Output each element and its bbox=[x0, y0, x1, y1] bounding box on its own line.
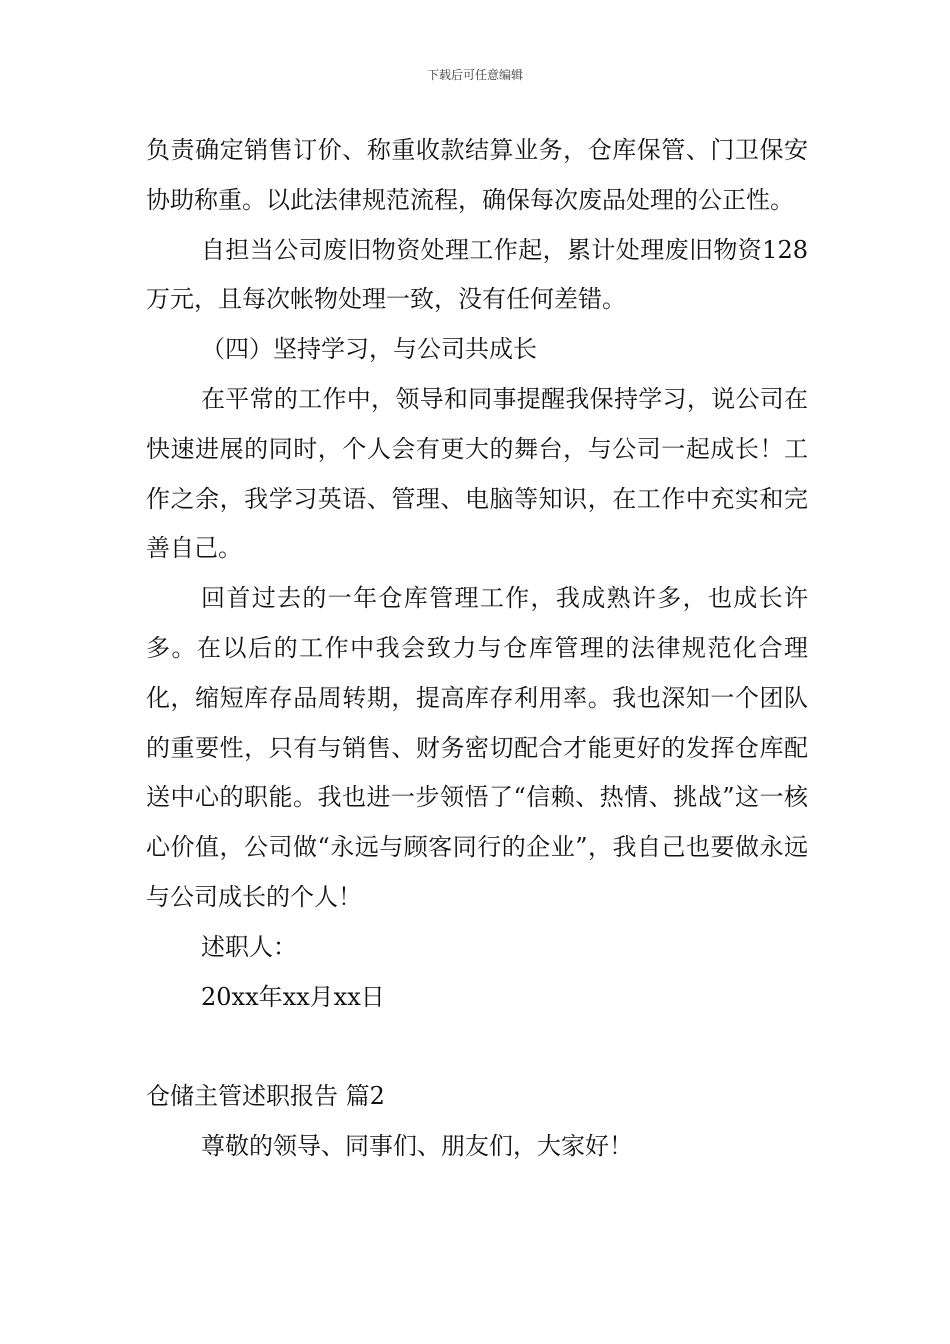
subheading-keep-learning: （四）坚持学习，与公司共成长 bbox=[201, 335, 537, 364]
paragraph-disposal-total: 自担当公司废旧物资处理工作起，累计处理废旧物资128万元，且每次帐物处理一致，没有任何差错。 bbox=[146, 235, 808, 314]
paragraph-weighing-process: 负责确定销售订价、称重收款结算业务，仓库保管、门卫保安协助称重。以此法律规范流程，确保每次废品处理的公正性。 bbox=[146, 136, 808, 214]
section-heading: 仓储主管述职报告 篇2 bbox=[146, 1082, 385, 1111]
paragraph-learning: 在平常的工作中，领导和同事提醒我保持学习，说公司在快速进展的同时，个人会有更大的舞台，与公司一起成长！工作之余，我学习英语、管理、电脑等知识，在工作中充实和完善自己。 bbox=[146, 384, 808, 563]
greeting-line: 尊敬的领导、同事们、朋友们，大家好！ bbox=[201, 1131, 633, 1160]
signature-date: 20xx年xx月xx日 bbox=[201, 982, 385, 1011]
page-header-note: 下载后可任意编辑 bbox=[426, 68, 523, 82]
signature-label: 述职人： bbox=[201, 932, 297, 961]
section-spacer bbox=[146, 1022, 808, 1072]
document-body bbox=[146, 126, 808, 1172]
paragraph-review: 回首过去的一年仓库管理工作，我成熟许多，也成长许多。在以后的工作中我会致力与仓库管理的法律规范化合理化，缩短库存品周转期，提高库存利用率。我也深知一个团队的重要性，只有与销售、财务密切配合才能更好的发挥仓库配送中心的职能。我也进一步领悟了“信赖、热情、挑战”这一核心价值，公司做“永远与顾客同行的企业”，我自己也要做永远与公司成长的个人！ bbox=[146, 584, 808, 911]
